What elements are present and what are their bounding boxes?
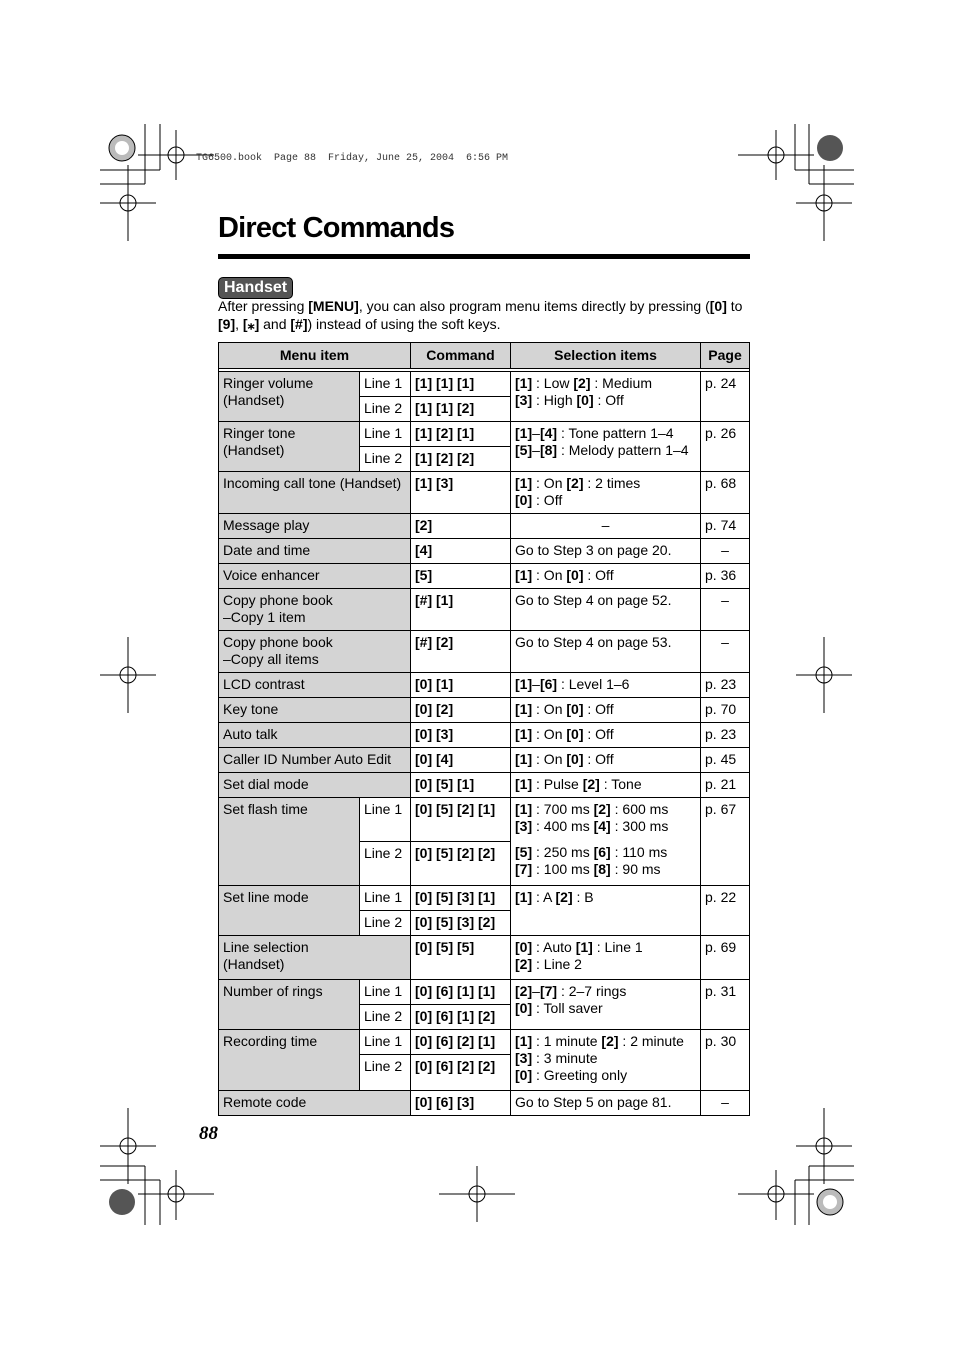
menu-item: Caller ID Number Auto Edit xyxy=(219,748,411,773)
col-menu-item: Menu item xyxy=(219,343,411,369)
selection: [1] : Low [2] : Medium [3] : High [0] : Off xyxy=(511,372,701,422)
table-row xyxy=(219,514,750,539)
menu-item: Copy phone book –Copy all items xyxy=(219,631,411,673)
selection: – xyxy=(511,514,701,539)
command: [0] [5] [5] xyxy=(411,936,511,980)
page-ref: p. 31 xyxy=(701,980,750,1030)
line-label: Line 1 xyxy=(360,886,411,911)
page-ref: – xyxy=(701,589,750,631)
selection: [1] : Pulse [2] : Tone xyxy=(511,773,701,798)
col-command: Command xyxy=(411,343,511,369)
selection: [0] : Auto [1] : Line 1 [2] : Line 2 xyxy=(511,936,701,980)
table-row xyxy=(219,589,750,631)
line-label: Line 2 xyxy=(360,1005,411,1030)
selection: [1] : On [0] : Off xyxy=(511,698,701,723)
command: [1] [2] [1] xyxy=(411,422,511,447)
command: [0] [5] [2] [1] xyxy=(411,798,511,842)
selection: [1] : 700 ms [2] : 600 ms [3] : 400 ms [4] : 300 ms [5] : 250 ms [6] : 110 ms [7] : 100 ms [8] : 90 ms xyxy=(511,798,701,886)
page-ref: p. 36 xyxy=(701,564,750,589)
command: [0] [6] [2] [2] xyxy=(411,1055,511,1091)
table-header xyxy=(219,343,750,369)
page-number: 88 xyxy=(199,1123,218,1144)
line-label: Line 1 xyxy=(360,1030,411,1055)
menu-item: Incoming call tone (Handset) xyxy=(219,472,411,514)
page-ref: p. 68 xyxy=(701,472,750,514)
selection: [1] : On [0] : Off xyxy=(511,723,701,748)
menu-item: LCD contrast xyxy=(219,673,411,698)
table-row xyxy=(219,1091,750,1116)
menu-item: Voice enhancer xyxy=(219,564,411,589)
selection: Go to Step 3 on page 20. xyxy=(511,539,701,564)
menu-item: Ringer volume (Handset) xyxy=(219,372,360,422)
command: [5] xyxy=(411,564,511,589)
line-label: Line 2 xyxy=(360,842,411,886)
page-ref: p. 21 xyxy=(701,773,750,798)
section-badge: Handset xyxy=(218,277,293,299)
command: [1] [3] xyxy=(411,472,511,514)
command: [0] [6] [3] xyxy=(411,1091,511,1116)
command: [2] xyxy=(411,514,511,539)
page-ref: p. 67 xyxy=(701,798,750,886)
command: [1] [1] [2] xyxy=(411,397,511,422)
page-ref: p. 22 xyxy=(701,886,750,936)
menu-item: Message play xyxy=(219,514,411,539)
page-ref: p. 69 xyxy=(701,936,750,980)
title-rule xyxy=(218,254,750,259)
table-row xyxy=(219,372,750,397)
page-title: Direct Commands xyxy=(218,212,455,244)
command: [0] [1] xyxy=(411,673,511,698)
command: [1] [2] [2] xyxy=(411,447,511,472)
table-row xyxy=(219,539,750,564)
direct-commands-table xyxy=(218,342,750,1116)
line-label: Line 1 xyxy=(360,980,411,1005)
page-ref: – xyxy=(701,1091,750,1116)
line-label: Line 2 xyxy=(360,911,411,936)
table-row xyxy=(219,748,750,773)
command: [0] [2] xyxy=(411,698,511,723)
command: [0] [5] [2] [2] xyxy=(411,842,511,886)
command: [1] [1] [1] xyxy=(411,372,511,397)
line-label: Line 2 xyxy=(360,447,411,472)
table-row xyxy=(219,936,750,980)
command: [0] [5] [3] [1] xyxy=(411,886,511,911)
selection: [1] : A [2] : B xyxy=(511,886,701,936)
selection: [1]–[4] : Tone pattern 1–4 [5]–[8] : Melody pattern 1–4 xyxy=(511,422,701,472)
command: [4] xyxy=(411,539,511,564)
page-ref: p. 70 xyxy=(701,698,750,723)
selection: Go to Step 4 on page 52. xyxy=(511,589,701,631)
table-row xyxy=(219,472,750,514)
line-label: Line 1 xyxy=(360,372,411,397)
table-row xyxy=(219,1030,750,1055)
menu-item: Date and time xyxy=(219,539,411,564)
page-ref: p. 26 xyxy=(701,422,750,472)
print-header-meta: TG6500.book Page 88 Friday, June 25, 2004 6:56 PM xyxy=(196,153,509,164)
table-row xyxy=(219,422,750,447)
table-row xyxy=(219,723,750,748)
line-label: Line 2 xyxy=(360,397,411,422)
command: [0] [6] [1] [1] xyxy=(411,980,511,1005)
line-label: Line 2 xyxy=(360,1055,411,1091)
selection: [1] : On [0] : Off xyxy=(511,564,701,589)
selection: [2]–[7] : 2–7 rings [0] : Toll saver xyxy=(511,980,701,1030)
page-ref: p. 23 xyxy=(701,673,750,698)
table-row xyxy=(219,773,750,798)
line-label: Line 1 xyxy=(360,422,411,447)
page-ref: p. 45 xyxy=(701,748,750,773)
page-ref: – xyxy=(701,539,750,564)
table-row xyxy=(219,798,750,842)
menu-item: Set line mode xyxy=(219,886,360,936)
menu-item: Auto talk xyxy=(219,723,411,748)
menu-item: Number of rings xyxy=(219,980,360,1030)
table-row xyxy=(219,886,750,911)
menu-item: Set dial mode xyxy=(219,773,411,798)
command: [#] [2] xyxy=(411,631,511,673)
intro-text: After pressing [MENU], you can also program menu items directly by pressing ([0] to [9], [⁎] and [#]) instead of using the soft keys. xyxy=(218,298,743,332)
page-ref: p. 24 xyxy=(701,372,750,422)
line-label: Line 1 xyxy=(360,798,411,842)
page-ref: p. 30 xyxy=(701,1030,750,1091)
page-ref: p. 23 xyxy=(701,723,750,748)
table-row xyxy=(219,673,750,698)
page-ref: p. 74 xyxy=(701,514,750,539)
command: [0] [5] [3] [2] xyxy=(411,911,511,936)
command: [0] [3] xyxy=(411,723,511,748)
table-row xyxy=(219,980,750,1005)
command: [0] [6] [1] [2] xyxy=(411,1005,511,1030)
selection: [1]–[6] : Level 1–6 xyxy=(511,673,701,698)
menu-item: Ringer tone (Handset) xyxy=(219,422,360,472)
menu-item: Key tone xyxy=(219,698,411,723)
table-row xyxy=(219,698,750,723)
selection: [1] : 1 minute [2] : 2 minute [3] : 3 minute [0] : Greeting only xyxy=(511,1030,701,1091)
command: [0] [5] [1] xyxy=(411,773,511,798)
selection: Go to Step 5 on page 81. xyxy=(511,1091,701,1116)
menu-item: Recording time xyxy=(219,1030,360,1091)
selection: [1] : On [0] : Off xyxy=(511,748,701,773)
menu-item: Copy phone book –Copy 1 item xyxy=(219,589,411,631)
table-row xyxy=(219,564,750,589)
col-selection: Selection items xyxy=(511,343,701,369)
menu-item: Remote code xyxy=(219,1091,411,1116)
selection: [1] : On [2] : 2 times [0] : Off xyxy=(511,472,701,514)
menu-item: Set flash time xyxy=(219,798,360,886)
page-ref: – xyxy=(701,631,750,673)
col-page: Page xyxy=(701,343,750,369)
command: [0] [6] [2] [1] xyxy=(411,1030,511,1055)
table-row xyxy=(219,631,750,673)
selection: Go to Step 4 on page 53. xyxy=(511,631,701,673)
command: [0] [4] xyxy=(411,748,511,773)
menu-item: Line selection (Handset) xyxy=(219,936,411,980)
command: [#] [1] xyxy=(411,589,511,631)
